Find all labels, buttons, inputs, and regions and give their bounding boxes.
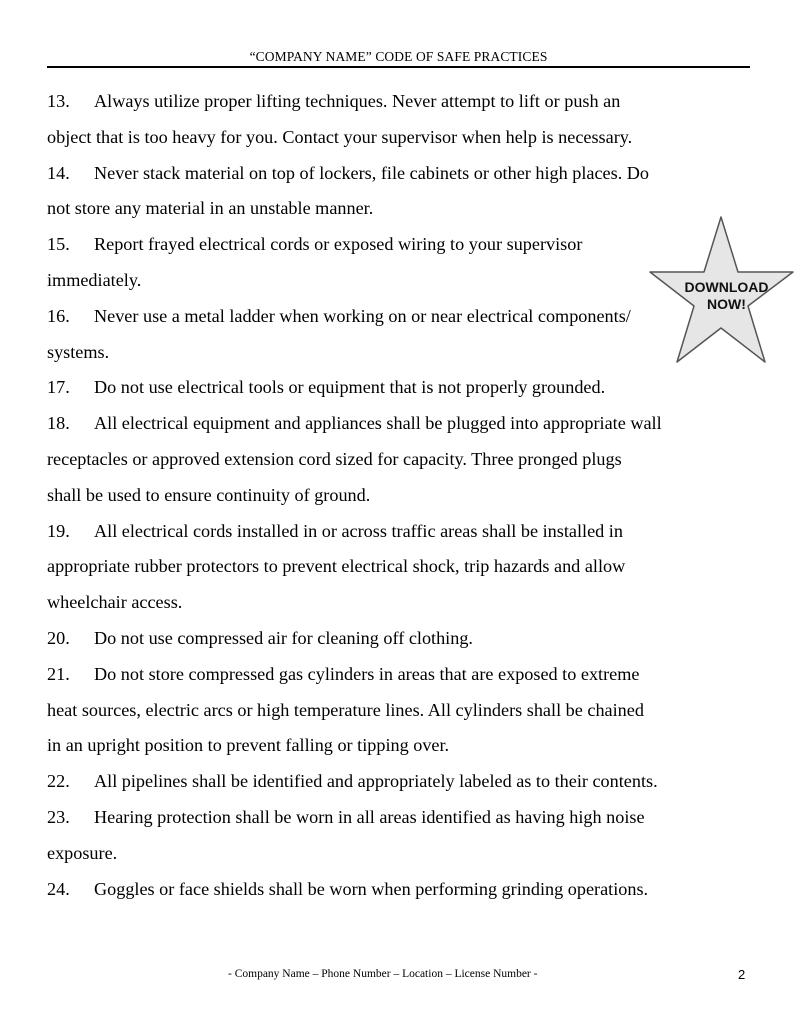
line-text: Do not store compressed gas cylinders in areas that are exposed to extreme bbox=[94, 663, 640, 684]
line-text: Hearing protection shall be worn in all areas identified as having high noise bbox=[94, 806, 645, 827]
line-text: Report frayed electrical cords or exposed wiring to your supervisor bbox=[94, 234, 583, 255]
download-label-line1[interactable]: DOWNLOAD bbox=[684, 279, 769, 295]
list-line bbox=[47, 120, 757, 156]
item-number: 13. bbox=[47, 91, 70, 111]
line-text: heat sources, electric arcs or high temperature lines. All cylinders shall be chained bbox=[47, 699, 644, 720]
item-number: 24. bbox=[47, 878, 70, 899]
list-line bbox=[47, 764, 757, 800]
line-text: in an upright position to prevent falling or tipping over. bbox=[47, 735, 450, 756]
line-text: exposure. bbox=[47, 842, 118, 863]
line-text: All electrical cords installed in or across traffic areas shall be installed in bbox=[94, 520, 623, 541]
list-line bbox=[47, 693, 757, 729]
list-line bbox=[47, 657, 757, 693]
header-divider bbox=[47, 66, 750, 68]
list-line bbox=[47, 621, 757, 657]
list-line bbox=[47, 84, 757, 120]
list-line bbox=[47, 836, 757, 872]
line-text: Goggles or face shields shall be worn when performing grinding operations. bbox=[94, 878, 649, 899]
item-number: 14. bbox=[47, 162, 70, 183]
item-number: 23. bbox=[47, 806, 70, 827]
list-line bbox=[47, 478, 757, 514]
item-number: 22. bbox=[47, 771, 70, 792]
footer-info: - Company Name – Phone Number – Location – License Number - bbox=[228, 968, 538, 980]
line-text: All electrical equipment and appliances shall be plugged into appropriate wall bbox=[94, 413, 662, 434]
list-line bbox=[47, 585, 757, 621]
line-text: receptacles or approved extension cord sized for capacity. Three pronged plugs bbox=[47, 448, 622, 469]
line-text: Do not use compressed air for cleaning off clothing. bbox=[94, 627, 473, 648]
line-text: wheelchair access. bbox=[47, 592, 183, 613]
page-number: 2 bbox=[738, 967, 746, 982]
line-text: appropriate rubber protectors to prevent electrical shock, trip hazards and allow bbox=[47, 556, 626, 577]
item-number: 17. bbox=[47, 377, 70, 398]
item-number: 15. bbox=[47, 234, 70, 255]
list-line bbox=[47, 514, 757, 550]
line-text: immediately. bbox=[47, 269, 142, 290]
line-text: Do not use electrical tools or equipment that is not properly grounded. bbox=[94, 377, 606, 398]
item-number: 21. bbox=[47, 663, 70, 684]
item-number: 20. bbox=[47, 627, 70, 648]
list-line bbox=[47, 549, 757, 585]
line-text: shall be used to ensure continuity of ground. bbox=[47, 484, 371, 505]
list-line bbox=[47, 156, 757, 192]
line-text: systems. bbox=[47, 341, 110, 362]
item-number: 18. bbox=[47, 413, 70, 434]
line-text: Always utilize proper lifting techniques. Never attempt to lift or push an bbox=[94, 91, 621, 111]
list-line bbox=[47, 370, 757, 406]
list-line bbox=[47, 728, 757, 764]
line-text: Never use a metal ladder when working on or near electrical components/ bbox=[94, 305, 631, 326]
list-line bbox=[47, 442, 757, 478]
item-number: 19. bbox=[47, 520, 70, 541]
line-text: not store any material in an unstable manner. bbox=[47, 198, 374, 219]
line-text: All pipelines shall be identified and appropriately labeled as to their contents. bbox=[94, 771, 658, 792]
line-text: Never stack material on top of lockers, file cabinets or other high places. Do bbox=[94, 162, 650, 183]
item-number: 16. bbox=[47, 305, 70, 326]
download-label-line2[interactable]: NOW! bbox=[707, 296, 746, 312]
list-line bbox=[47, 800, 757, 836]
list-line bbox=[47, 406, 757, 442]
page-header-title: “COMPANY NAME” CODE OF SAFE PRACTICES bbox=[249, 49, 548, 64]
safe-practices-list bbox=[47, 84, 757, 907]
list-line bbox=[47, 872, 757, 908]
line-text: object that is too heavy for you. Contact your supervisor when help is necessary. bbox=[47, 126, 633, 147]
download-now-label[interactable] bbox=[649, 279, 794, 313]
